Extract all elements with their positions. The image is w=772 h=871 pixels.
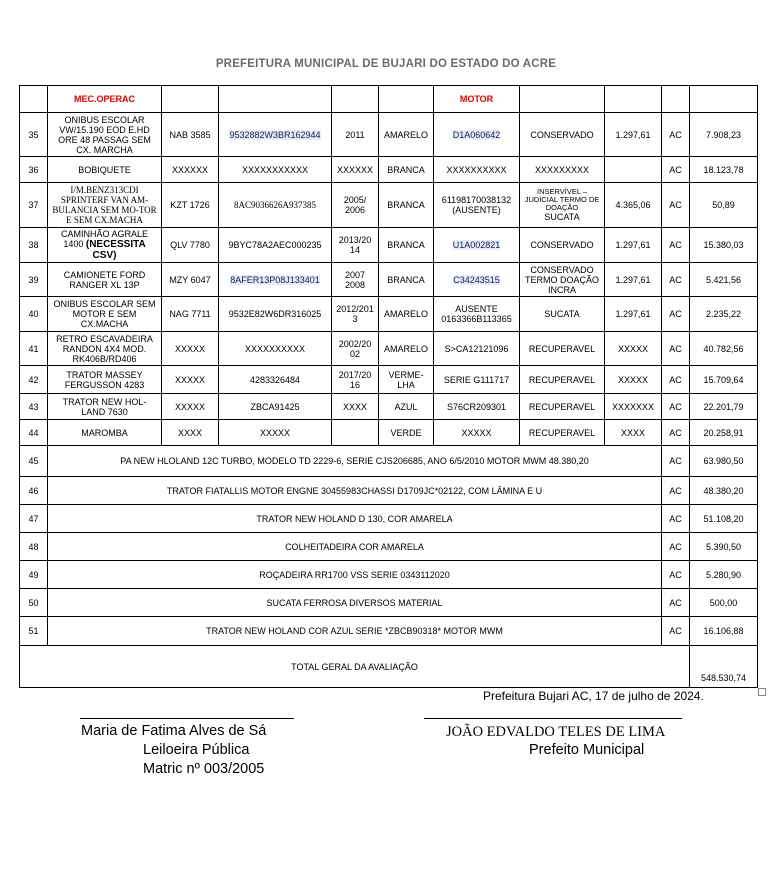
item-total: 63.980,50 [690, 446, 758, 477]
item-number: 39 [20, 263, 48, 297]
item-total: 16.106,88 [690, 617, 758, 646]
item-number: 45 [20, 446, 48, 477]
item-plate: QLV 7780 [162, 228, 219, 263]
item-state: AC [662, 297, 690, 332]
item-state: AC [662, 617, 690, 646]
item-chassis: XXXXXXXXXX [219, 332, 332, 366]
item-motor: XXXXX [434, 420, 520, 446]
item-total: 20.258,91 [690, 420, 758, 446]
item-plate: XXXXX [162, 366, 219, 394]
signer-2-name: JOÃO EDVALDO TELES DE LIMA [446, 724, 666, 740]
item-number: 47 [20, 505, 48, 533]
item-total: 22.201,79 [690, 394, 758, 420]
item-state: AC [662, 113, 690, 157]
item-description-note: (NECESSITA CSV) [85, 239, 146, 261]
item-number: 37 [20, 183, 48, 228]
item-color: VERDE [379, 420, 434, 446]
signer-2-role: Prefeito Municipal [529, 742, 645, 758]
item-description: ONIBUS ESCOLAR SEM MOTOR E SEM CX.MACHA [48, 297, 162, 332]
item-chassis: 9532882W3BR162944 [229, 129, 321, 140]
item-number: 51 [20, 617, 48, 646]
item-year: 2005/ 2006 [332, 183, 379, 228]
item-motor: D1A060642 [452, 129, 501, 140]
item-chassis: XXXXX [219, 420, 332, 446]
item-condition: RECUPERAVEL [520, 394, 605, 420]
signer-1-role: Leiloeira Pública [143, 742, 250, 758]
item-description: BOBIQUETE [48, 157, 162, 183]
item-motor: S76CR209301 [434, 394, 520, 420]
item-description: TRATOR NEW HOL-LAND 7630 [48, 394, 162, 420]
item-number: 40 [20, 297, 48, 332]
item-description: SUCATA FERROSA DIVERSOS MATERIAL [48, 589, 662, 617]
item-total: 5.280,90 [690, 561, 758, 589]
item-description: I/M.BENZ313CDI SPRINTERF VAN AM-BULANCIA SEM MO-TOR E SEM CX.MACHA [48, 183, 162, 228]
header-motor: MOTOR [434, 86, 520, 113]
item-description: TRATOR MASSEY FERGUSSON 4283 [48, 366, 162, 394]
table-row [20, 332, 758, 366]
item-total: 18.123,78 [690, 157, 758, 183]
page-title: PREFEITURA MUNICIPAL DE BUJARI DO ESTADO DO ACRE [215, 58, 557, 70]
item-total: 5.390,50 [690, 533, 758, 561]
item-number: 42 [20, 366, 48, 394]
item-motor: C34243515 [453, 274, 500, 285]
item-color: BRANCA [379, 228, 434, 263]
item-year [332, 420, 379, 446]
item-value: XXXXX [605, 366, 662, 394]
item-number: 43 [20, 394, 48, 420]
grand-total-row [20, 646, 758, 688]
item-value: 1.297,61 [605, 297, 662, 332]
item-state: AC [662, 420, 690, 446]
item-description: TRATOR NEW HOLAND COR AZUL SERIE *ZBCB90318* MOTOR MWM [48, 617, 662, 646]
item-number: 46 [20, 477, 48, 505]
item-year: 2011 [332, 113, 379, 157]
item-year: 2012/201 3 [332, 297, 379, 332]
item-plate: NAG 7711 [162, 297, 219, 332]
item-state: AC [662, 533, 690, 561]
signature-line-2 [424, 718, 682, 719]
item-chassis: 9BYC78A2AEC000235 [219, 228, 332, 263]
item-state: AC [662, 505, 690, 533]
item-plate: XXXXX [162, 394, 219, 420]
item-total: 15.380,03 [690, 228, 758, 263]
item-condition: RECUPERAVEL [520, 366, 605, 394]
signer-1-registration: Matric nº 003/2005 [143, 761, 265, 777]
item-motor: XXXXXXXXXX [434, 157, 520, 183]
item-condition: CONSERVADO [520, 228, 605, 263]
item-total: 5.421,56 [690, 263, 758, 297]
item-description: MAROMBA [48, 420, 162, 446]
item-value: XXXXX [605, 332, 662, 366]
item-state: AC [662, 157, 690, 183]
item-motor: AUSENTE 0163366B113365 [434, 297, 520, 332]
item-state: AC [662, 477, 690, 505]
item-color: AMARELO [379, 297, 434, 332]
item-description: CAMINHÃO AGRALE 1400 (NECESSITA CSV) [48, 228, 162, 263]
item-number: 38 [20, 228, 48, 263]
table-row [20, 113, 758, 157]
item-number: 49 [20, 561, 48, 589]
item-chassis: 8AFER13P08J133401 [230, 274, 320, 285]
item-plate: XXXXX [162, 332, 219, 366]
item-condition: CONSERVADO [520, 113, 605, 157]
item-number: 41 [20, 332, 48, 366]
table-row [20, 477, 758, 505]
table-row [20, 157, 758, 183]
item-state: AC [662, 183, 690, 228]
item-description: TRATOR NEW HOLAND D 130, COR AMARELA [48, 505, 662, 533]
item-motor: SERIE G111717 [434, 366, 520, 394]
item-condition: SUCATA [520, 297, 605, 332]
item-condition: RECUPERAVEL [520, 332, 605, 366]
table-row [20, 446, 758, 477]
item-state: AC [662, 446, 690, 477]
item-chassis: 8AC9036626A937385 [219, 183, 332, 228]
item-description: PA NEW HLOLAND 12C TURBO, MODELO TD 2229-6, SERIE CJS206685, ANO 6/5/2010 MOTOR MWM 48.380,20 [48, 446, 662, 477]
signer-1-name: Maria de Fatima Alves de Sá [81, 723, 267, 739]
item-year: 2013/20 14 [332, 228, 379, 263]
item-color: AMARELO [379, 332, 434, 366]
item-state: AC [662, 263, 690, 297]
header-mec-operac: MEC.OPERAC [48, 86, 162, 113]
item-motor: S>CA12121096 [434, 332, 520, 366]
table-row [20, 394, 758, 420]
item-value: 4.365,06 [605, 183, 662, 228]
item-number: 36 [20, 157, 48, 183]
table-row [20, 263, 758, 297]
item-state: AC [662, 366, 690, 394]
table-row [20, 228, 758, 263]
item-plate: XXXX [162, 420, 219, 446]
table-row [20, 561, 758, 589]
item-state: AC [662, 228, 690, 263]
item-color: VERME-LHA [379, 366, 434, 394]
item-state: AC [662, 589, 690, 617]
item-value: 1.297,61 [605, 228, 662, 263]
item-value: 1.297,61 [605, 113, 662, 157]
condition-note: INSERVÍVEL – JUDICIAL TERMO DE DOAÇÃO [524, 187, 600, 212]
item-condition [520, 183, 605, 228]
item-condition: CONSERVADO TERMO DOAÇÃO INCRA [520, 263, 605, 297]
page-marker [758, 688, 766, 696]
signature-line-1 [80, 718, 294, 719]
assets-table [19, 85, 758, 688]
header-row [20, 86, 758, 113]
item-plate: KZT 1726 [162, 183, 219, 228]
item-state: AC [662, 394, 690, 420]
grand-total-label: TOTAL GERAL DA AVALIAÇÃO [20, 646, 690, 688]
item-total: 40.782,56 [690, 332, 758, 366]
condition-main: SUCATA [544, 212, 580, 222]
place-date: Prefeitura Bujari AC, 17 de julho de 2024. [483, 689, 704, 703]
item-total: 7.908,23 [690, 113, 758, 157]
item-color: AZUL [379, 394, 434, 420]
item-number: 48 [20, 533, 48, 561]
table-row [20, 183, 758, 228]
grand-total-value: 548.530,74 [690, 646, 758, 688]
item-description: COLHEITADEIRA COR AMARELA [48, 533, 662, 561]
item-state: AC [662, 332, 690, 366]
item-motor: 61198170038132 (AUSENTE) [434, 183, 520, 228]
table-row [20, 366, 758, 394]
item-total: 2.235,22 [690, 297, 758, 332]
item-value: 1.297,61 [605, 263, 662, 297]
item-motor: U1A002821 [452, 240, 501, 250]
item-chassis: 4283326484 [219, 366, 332, 394]
item-description: CAMIONETE FORD RANGER XL 13P [48, 263, 162, 297]
item-color: BRANCA [379, 183, 434, 228]
item-condition: XXXXXXXXX [520, 157, 605, 183]
item-color: BRANCA [379, 263, 434, 297]
item-chassis: XXXXXXXXXXX [219, 157, 332, 183]
item-condition: RECUPERAVEL [520, 420, 605, 446]
item-year: 2007 2008 [332, 263, 379, 297]
table-row [20, 589, 758, 617]
table-row [20, 505, 758, 533]
item-total: 15.709,64 [690, 366, 758, 394]
item-year: 2002/20 02 [332, 332, 379, 366]
item-description: RETRO ESCAVADEIRA RANDON 4X4 MOD. RK406B/RD406 [48, 332, 162, 366]
item-number: 50 [20, 589, 48, 617]
item-description: ROÇADEIRA RR1700 VSS SERIE 0343112020 [48, 561, 662, 589]
item-plate: XXXXXX [162, 157, 219, 183]
item-description: ONIBUS ESCOLAR VW/15.190 EOD E.HD ORE 48 PASSAG SEM CX. MARCHA [48, 113, 162, 157]
item-chassis: ZBCA91425 [219, 394, 332, 420]
item-plate: NAB 3585 [162, 113, 219, 157]
table-row [20, 420, 758, 446]
item-color: BRANCA [379, 157, 434, 183]
item-state: AC [662, 561, 690, 589]
item-plate: MZY 6047 [162, 263, 219, 297]
item-chassis: 9532E82W6DR316025 [219, 297, 332, 332]
table-row [20, 533, 758, 561]
item-value: XXXX [605, 420, 662, 446]
item-total: 48.380,20 [690, 477, 758, 505]
item-description: TRATOR FIATALLIS MOTOR ENGNE 30455983CHASSI D1709JC*02122, COM LÂMINA E U [48, 477, 662, 505]
item-total: 51.108,20 [690, 505, 758, 533]
item-number: 44 [20, 420, 48, 446]
item-total: 500,00 [690, 589, 758, 617]
table-row [20, 297, 758, 332]
item-total: 50,89 [690, 183, 758, 228]
table-row [20, 617, 758, 646]
item-value [605, 157, 662, 183]
item-color: AMARELO [379, 113, 434, 157]
item-value: XXXXXXX [605, 394, 662, 420]
item-number: 35 [20, 113, 48, 157]
item-year: XXXXXX [332, 157, 379, 183]
item-year: 2017/20 16 [332, 366, 379, 394]
item-year: XXXX [332, 394, 379, 420]
